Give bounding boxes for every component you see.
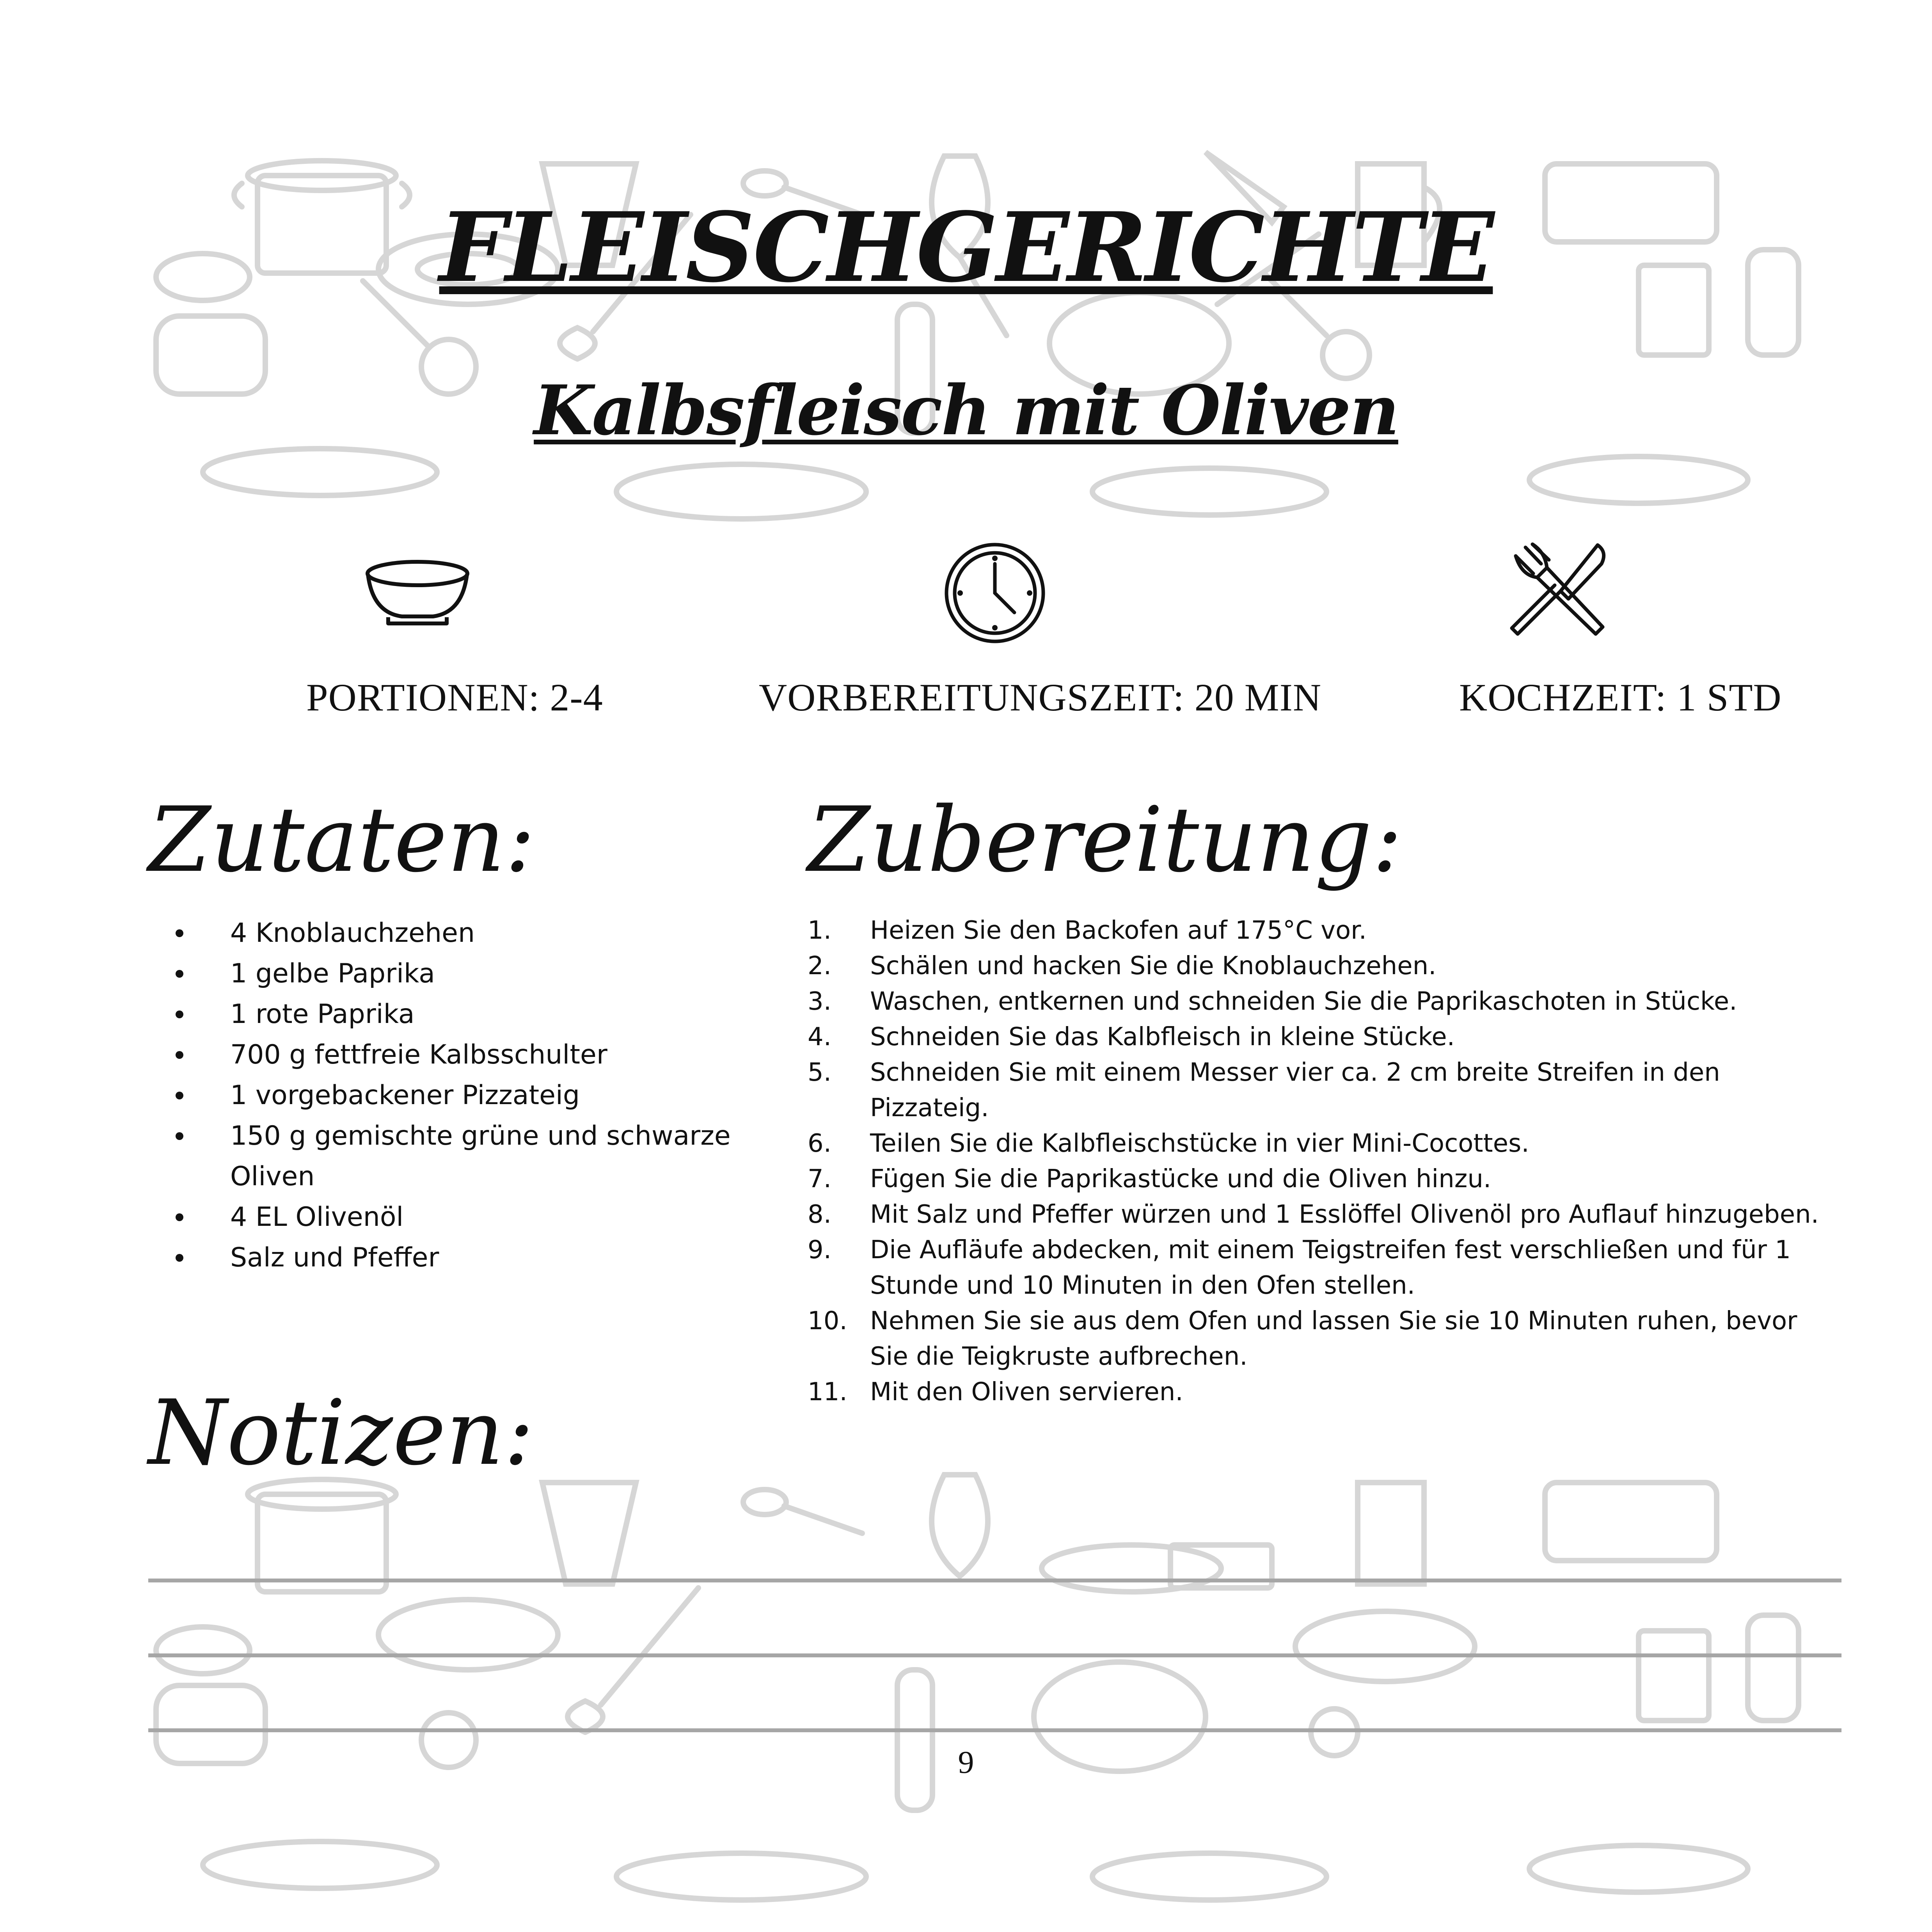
clock-icon xyxy=(942,540,1048,646)
step-text: Teilen Sie die Kalbfleischstücke in vier Mini-Cocottes. xyxy=(870,1129,1529,1158)
page-number: 9 xyxy=(958,1744,974,1780)
notes-heading: Notizen: xyxy=(148,1381,534,1485)
preparation-step xyxy=(808,1197,1838,1232)
preparation-step xyxy=(808,1126,1838,1161)
step-text: Mit den Oliven servieren. xyxy=(870,1378,1183,1406)
ingredient-item: Salz und Pfeffer xyxy=(156,1238,741,1278)
preparation-step xyxy=(808,1303,1838,1374)
kitchen-doodle-background-bottom xyxy=(0,1467,1932,1916)
preparation-step xyxy=(808,1232,1838,1303)
preparation-steps xyxy=(808,913,1838,1410)
ingredient-item: 4 EL Olivenöl xyxy=(156,1197,741,1238)
step-number: 9. xyxy=(808,1236,832,1264)
step-number: 6. xyxy=(808,1129,832,1158)
note-line xyxy=(148,1653,1841,1657)
step-number: 3. xyxy=(808,987,832,1016)
cook-time-label: KOCHZEIT: 1 STD xyxy=(1459,676,1782,719)
category-title: FLEISCHGERICHTE xyxy=(439,191,1493,304)
step-number: 2. xyxy=(808,952,832,980)
step-number: 10. xyxy=(808,1307,847,1335)
step-number: 7. xyxy=(808,1165,832,1193)
fork-knife-icon xyxy=(1510,540,1607,638)
step-number: 8. xyxy=(808,1200,832,1229)
step-text: Schälen und hacken Sie die Knoblauchzehen. xyxy=(870,952,1437,980)
ingredients-heading: Zutaten: xyxy=(148,788,535,892)
kitchen-doodles-icon xyxy=(0,1467,1932,1916)
preparation-heading: Zubereitung: xyxy=(808,788,1403,892)
step-text: Fügen Sie die Paprikastücke und die Oliven hinzu. xyxy=(870,1165,1492,1193)
preparation-step xyxy=(808,1374,1838,1410)
ingredient-item: 1 gelbe Paprika xyxy=(156,954,741,994)
servings-label: PORTIONEN: 2-4 xyxy=(306,676,603,719)
step-number: 5. xyxy=(808,1058,832,1087)
preparation-step xyxy=(808,948,1838,984)
step-text: Schneiden Sie das Kalbfleisch in kleine Stücke. xyxy=(870,1023,1455,1051)
preparation-step xyxy=(808,1161,1838,1197)
step-number: 4. xyxy=(808,1023,832,1051)
ingredients-list xyxy=(156,913,741,1278)
ingredient-item: 1 vorgebackener Pizzateig xyxy=(156,1075,741,1116)
step-number: 11. xyxy=(808,1378,847,1406)
bowl-icon xyxy=(365,558,470,628)
prep-time-label: VORBEREITUNGSZEIT: 20 MIN xyxy=(759,676,1322,719)
preparation-step xyxy=(808,913,1838,948)
ingredient-item: 150 g gemischte grüne und schwarze Oliven xyxy=(156,1116,741,1197)
ingredient-item: 700 g fettfreie Kalbsschulter xyxy=(156,1035,741,1075)
preparation-step xyxy=(808,1019,1838,1055)
preparation-step xyxy=(808,984,1838,1019)
step-text: Nehmen Sie sie aus dem Ofen und lassen Sie sie 10 Minuten ruhen, bevor Sie die Teigkruste aufbrechen. xyxy=(870,1307,1797,1371)
step-text: Mit Salz und Pfeffer würzen und 1 Esslöffel Olivenöl pro Auflauf hinzugeben. xyxy=(870,1200,1819,1229)
note-line xyxy=(148,1728,1841,1732)
step-number: 1. xyxy=(808,916,832,945)
ingredient-item: 4 Knoblauchzehen xyxy=(156,913,741,954)
step-text: Waschen, entkernen und schneiden Sie die Paprikaschoten in Stücke. xyxy=(870,987,1737,1016)
step-text: Schneiden Sie mit einem Messer vier ca. 2 cm breite Streifen in den Pizzateig. xyxy=(870,1058,1720,1122)
step-text: Die Aufläufe abdecken, mit einem Teigstreifen fest verschließen und für 1 Stunde und 10 Minuten in den Ofen stellen. xyxy=(870,1236,1791,1300)
preparation-step xyxy=(808,1055,1838,1126)
step-text: Heizen Sie den Backofen auf 175°C vor. xyxy=(870,916,1367,945)
recipe-title: Kalbsfleisch mit Oliven xyxy=(534,371,1398,451)
ingredient-item: 1 rote Paprika xyxy=(156,994,741,1035)
note-line xyxy=(148,1579,1841,1582)
